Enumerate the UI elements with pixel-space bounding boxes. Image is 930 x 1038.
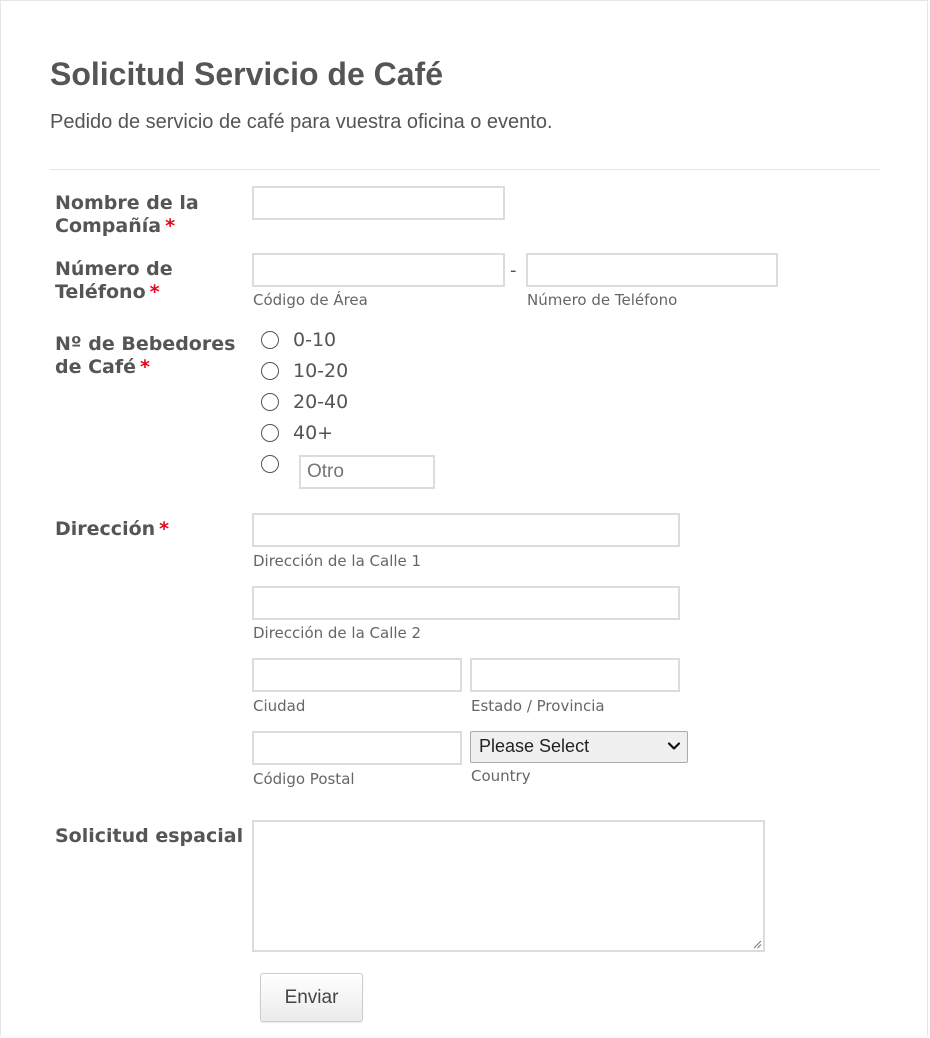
radio-label-0-10[interactable]: 0-10 (293, 329, 337, 351)
street1-input[interactable] (252, 513, 680, 547)
state-input[interactable] (470, 658, 680, 692)
address-label (55, 518, 245, 541)
phone-number-input[interactable] (526, 253, 778, 287)
drinkers-label-line1: Nº de Bebedores (55, 333, 236, 355)
special-request-label (55, 825, 255, 848)
radio-0-10[interactable] (261, 331, 279, 349)
company-label (55, 192, 245, 238)
street2-sublabel: Dirección de la Calle 2 (253, 624, 422, 642)
street2-input[interactable] (252, 586, 680, 620)
country-sublabel: Country (471, 767, 531, 785)
radio-40-plus[interactable] (261, 424, 279, 442)
area-code-input[interactable] (252, 253, 505, 287)
phone-number-sublabel: Número de Teléfono (527, 291, 678, 309)
resize-grip-icon[interactable] (752, 939, 762, 949)
state-sublabel: Estado / Provincia (471, 697, 605, 715)
phone-separator: - (510, 260, 517, 281)
postal-code-input[interactable] (252, 731, 462, 765)
postal-code-sublabel: Código Postal (253, 770, 355, 788)
special-request-label-text: Solicitud espacial (55, 825, 244, 847)
radio-label-20-40[interactable]: 20-40 (293, 391, 349, 413)
phone-label (55, 258, 245, 304)
radio-other[interactable] (261, 455, 279, 473)
city-sublabel: Ciudad (253, 697, 306, 715)
address-label-text: Dirección (55, 518, 156, 540)
required-marker: * (165, 215, 176, 237)
submit-button[interactable]: Enviar (260, 973, 363, 1022)
divider (50, 169, 880, 170)
phone-label-line1: Número de (55, 258, 173, 280)
radio-label-40-plus[interactable]: 40+ (293, 422, 334, 444)
form-title: Solicitud Servicio de Café (50, 56, 443, 92)
special-request-textarea[interactable] (252, 820, 765, 952)
drinkers-label-line2: de Café (55, 356, 137, 378)
area-code-sublabel: Código de Área (253, 291, 368, 309)
company-name-input[interactable] (252, 186, 505, 220)
company-label-line2: Compañía (55, 215, 162, 237)
chevron-down-icon (667, 739, 681, 753)
form-subtitle: Pedido de servicio de café para vuestra oficina o evento. (50, 111, 553, 133)
other-input[interactable] (299, 455, 435, 489)
country-selected-value: Please Select (479, 736, 590, 756)
company-label-line1: Nombre de la (55, 192, 199, 214)
drinkers-label (55, 333, 250, 379)
phone-label-line2: Teléfono (55, 281, 146, 303)
required-marker: * (149, 281, 160, 303)
city-input[interactable] (252, 658, 462, 692)
required-marker: * (159, 518, 170, 540)
required-marker: * (140, 356, 150, 378)
street1-sublabel: Dirección de la Calle 1 (253, 552, 422, 570)
country-select[interactable] (470, 731, 688, 763)
radio-20-40[interactable] (261, 393, 279, 411)
radio-label-10-20[interactable]: 10-20 (293, 360, 349, 382)
radio-10-20[interactable] (261, 362, 279, 380)
